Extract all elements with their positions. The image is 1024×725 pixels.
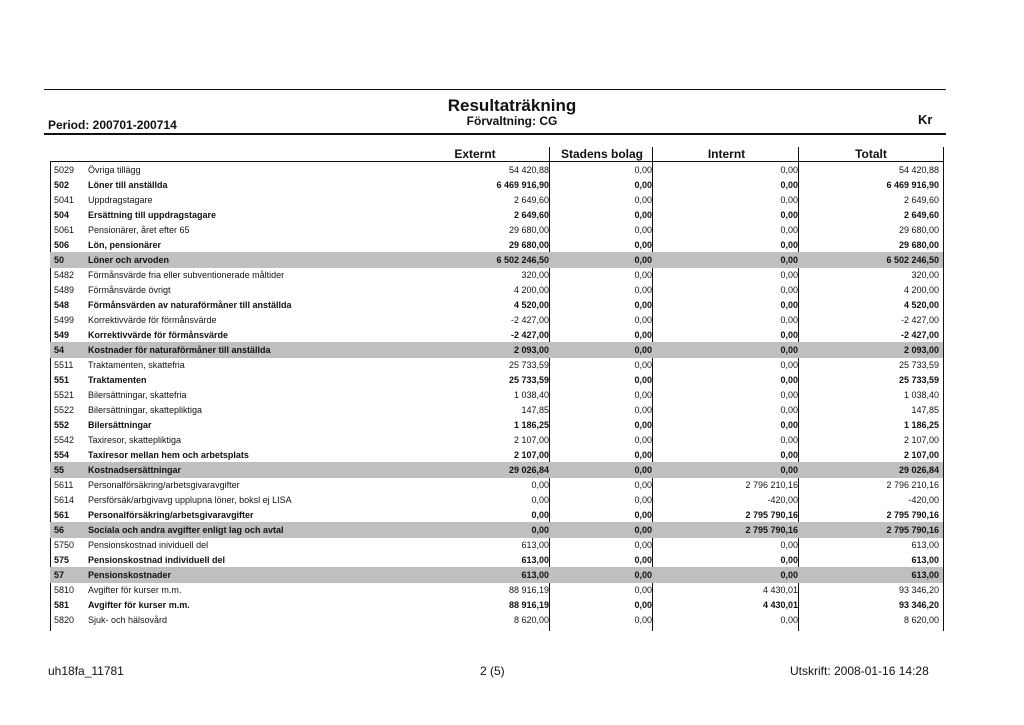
row-description: Pensionskostnader	[88, 570, 172, 580]
page-title: Resultaträkning	[447, 96, 577, 115]
row-code: 5521	[54, 390, 75, 400]
cell-externt: 29 680,00	[508, 240, 549, 250]
row-description: Övriga tillägg	[88, 165, 141, 175]
cell-totalt: 4 200,00	[903, 285, 939, 295]
row-description: Traktamenten	[88, 375, 147, 385]
column-header-externt: Externt	[454, 147, 496, 161]
cell-internt: 0,00	[780, 195, 798, 205]
row-code: 54	[54, 345, 65, 355]
cell-externt: 613,00	[521, 540, 549, 550]
cell-internt: 0,00	[780, 615, 798, 625]
cell-stadens-bolag: 0,00	[634, 555, 652, 565]
cell-internt: 0,00	[780, 225, 798, 235]
cell-stadens-bolag: 0,00	[634, 360, 652, 370]
row-description: Kostnader för naturaförmåner till anställda	[88, 345, 271, 355]
row-description: Förmånsvärde övrigt	[88, 285, 171, 295]
row-code: 502	[54, 180, 70, 190]
cell-externt: 613,00	[521, 570, 549, 580]
row-description: Bilersättningar, skattefria	[88, 390, 187, 400]
row-code: 5061	[54, 225, 75, 235]
cell-internt: 0,00	[780, 360, 798, 370]
table-row	[50, 402, 943, 418]
row-code: 5750	[54, 540, 75, 550]
cell-externt: 29 680,00	[508, 225, 549, 235]
cell-stadens-bolag: 0,00	[634, 285, 652, 295]
table-row	[50, 372, 943, 388]
cell-internt: -420,00	[767, 495, 798, 505]
cell-internt: 2 796 210,16	[745, 480, 798, 490]
table-row	[50, 567, 943, 583]
cell-externt: 2 649,60	[513, 210, 549, 220]
table-row	[50, 552, 943, 568]
row-code: 5489	[54, 285, 75, 295]
cell-internt: 0,00	[780, 570, 798, 580]
row-description: Kostnadsersättningar	[88, 465, 182, 475]
table-row	[50, 162, 943, 178]
print-timestamp: Utskrift: 2008-01-16 14:28	[790, 664, 929, 678]
cell-internt: 0,00	[780, 165, 798, 175]
table-border-right	[943, 147, 944, 631]
cell-totalt: 29 680,00	[898, 240, 939, 250]
cell-totalt: 6 502 246,50	[886, 255, 939, 265]
cell-internt: 0,00	[780, 405, 798, 415]
table-row	[50, 537, 943, 553]
cell-totalt: 54 420,88	[898, 165, 939, 175]
table-row	[50, 222, 943, 238]
table-row	[50, 297, 943, 313]
cell-externt: 6 502 246,50	[496, 255, 549, 265]
row-code: 5482	[54, 270, 75, 280]
row-description: Sociala och andra avgifter enligt lag och avtal	[88, 525, 284, 535]
cell-externt: 8 620,00	[513, 615, 549, 625]
cell-stadens-bolag: 0,00	[634, 615, 652, 625]
row-description: Förmånsvärde fria eller subventionerade måltider	[88, 270, 285, 280]
cell-stadens-bolag: 0,00	[634, 600, 652, 610]
cell-totalt: 93 346,20	[898, 600, 939, 610]
row-description: Pensionskostnad individuell del	[88, 555, 226, 565]
row-code: 552	[54, 420, 70, 430]
cell-internt: 0,00	[780, 420, 798, 430]
cell-totalt: 25 733,59	[898, 360, 939, 370]
cell-totalt: 2 796 210,16	[886, 480, 939, 490]
cell-totalt: 2 795 790,16	[886, 510, 939, 520]
row-code: 5820	[54, 615, 75, 625]
cell-totalt: 8 620,00	[903, 615, 939, 625]
cell-stadens-bolag: 0,00	[634, 585, 652, 595]
table-row	[50, 582, 943, 598]
cell-internt: 4 430,01	[762, 585, 798, 595]
cell-internt: 0,00	[780, 315, 798, 325]
cell-internt: 0,00	[780, 450, 798, 460]
row-description: Pensionskostnad inividuell del	[88, 540, 209, 550]
cell-totalt: -2 427,00	[900, 315, 939, 325]
cell-externt: 4 520,00	[513, 300, 549, 310]
cell-externt: 1 186,25	[513, 420, 549, 430]
table-row	[50, 387, 943, 403]
cell-externt: 6 469 916,90	[496, 180, 549, 190]
table-row	[50, 357, 943, 373]
table-row	[50, 612, 943, 628]
cell-stadens-bolag: 0,00	[634, 435, 652, 445]
cell-stadens-bolag: 0,00	[634, 180, 652, 190]
row-code: 549	[54, 330, 70, 340]
cell-externt: 25 733,59	[508, 360, 549, 370]
cell-stadens-bolag: 0,00	[634, 315, 652, 325]
table-row	[50, 522, 943, 538]
cell-internt: 0,00	[780, 180, 798, 190]
header-rule	[44, 133, 946, 135]
cell-totalt: -2 427,00	[900, 330, 939, 340]
cell-internt: 0,00	[780, 330, 798, 340]
cell-externt: 0,00	[531, 525, 549, 535]
row-code: 5611	[54, 480, 74, 490]
page-number: 2 (5)	[480, 664, 505, 678]
table-row	[50, 462, 943, 478]
row-code: 5499	[54, 315, 75, 325]
row-code: 504	[54, 210, 70, 220]
row-description: Persförsäk/arbgivavg upplupna löner, boksl ej LISA	[88, 495, 292, 505]
table-row	[50, 237, 943, 253]
cell-internt: 0,00	[780, 540, 798, 550]
cell-stadens-bolag: 0,00	[634, 330, 652, 340]
cell-totalt: 320,00	[911, 270, 939, 280]
cell-externt: 320,00	[521, 270, 549, 280]
table-row	[50, 432, 943, 448]
row-code: 5041	[54, 195, 75, 205]
row-code: 5522	[54, 405, 75, 415]
cell-externt: 147,85	[521, 405, 549, 415]
row-code: 5029	[54, 165, 75, 175]
row-code: 581	[54, 600, 70, 610]
cell-externt: 0,00	[531, 495, 549, 505]
cell-stadens-bolag: 0,00	[634, 465, 652, 475]
row-code: 5614	[54, 495, 75, 505]
cell-totalt: 2 649,60	[903, 210, 939, 220]
cell-totalt: -420,00	[908, 495, 939, 505]
table-row	[50, 477, 943, 493]
cell-externt: 2 093,00	[513, 345, 549, 355]
cell-totalt: 6 469 916,90	[886, 180, 939, 190]
row-description: Pensionärer, året efter 65	[88, 225, 190, 235]
cell-totalt: 2 093,00	[903, 345, 939, 355]
row-description: Traktamenten, skattefria	[88, 360, 185, 370]
cell-totalt: 613,00	[911, 570, 939, 580]
report-id: uh18fa_11781	[48, 664, 124, 678]
currency-label: Kr	[918, 112, 933, 127]
cell-internt: 0,00	[780, 555, 798, 565]
row-description: Bilersättningar, skattepliktiga	[88, 405, 203, 415]
cell-totalt: 1 038,40	[903, 390, 939, 400]
row-description: Avgifter för kurser m.m.	[88, 600, 190, 610]
row-code: 551	[54, 375, 70, 385]
cell-internt: 2 795 790,16	[745, 525, 798, 535]
cell-externt: 54 420,88	[508, 165, 549, 175]
cell-stadens-bolag: 0,00	[634, 375, 652, 385]
cell-stadens-bolag: 0,00	[634, 165, 652, 175]
row-description: Taxiresor mellan hem och arbetsplats	[88, 450, 249, 460]
cell-totalt: 2 107,00	[903, 450, 939, 460]
row-description: Personalförsäkring/arbetsgivaravgifter	[88, 510, 254, 520]
cell-totalt: 1 186,25	[903, 420, 939, 430]
cell-stadens-bolag: 0,00	[634, 195, 652, 205]
cell-totalt: 29 680,00	[898, 225, 939, 235]
cell-stadens-bolag: 0,00	[634, 390, 652, 400]
cell-stadens-bolag: 0,00	[634, 450, 652, 460]
cell-internt: 0,00	[780, 390, 798, 400]
cell-totalt: 4 520,00	[903, 300, 939, 310]
table-row	[50, 177, 943, 193]
cell-internt: 0,00	[780, 375, 798, 385]
table-row	[50, 417, 943, 433]
cell-externt: 1 038,40	[513, 390, 549, 400]
table-row	[50, 312, 943, 328]
cell-internt: 4 430,01	[762, 600, 798, 610]
table-row	[50, 507, 943, 523]
row-code: 575	[54, 555, 70, 565]
cell-externt: 29 026,84	[508, 465, 549, 475]
row-code: 50	[54, 255, 65, 265]
row-description: Sjuk- och hälsovård	[88, 615, 168, 625]
cell-stadens-bolag: 0,00	[634, 270, 652, 280]
row-description: Korrektivvärde för förmånsvärde	[88, 330, 229, 340]
cell-internt: 0,00	[780, 255, 798, 265]
cell-totalt: 613,00	[911, 540, 939, 550]
cell-stadens-bolag: 0,00	[634, 420, 652, 430]
cell-stadens-bolag: 0,00	[634, 495, 652, 505]
cell-totalt: 93 346,20	[898, 585, 939, 595]
cell-stadens-bolag: 0,00	[634, 300, 652, 310]
row-description: Personalförsäkring/arbetsgivaravgifter	[88, 480, 240, 490]
table-row	[50, 492, 943, 508]
cell-stadens-bolag: 0,00	[634, 525, 652, 535]
table-row	[50, 597, 943, 613]
row-description: Korrektivvärde för förmånsvärde	[88, 315, 217, 325]
cell-totalt: 613,00	[911, 555, 939, 565]
table-row	[50, 252, 943, 268]
row-code: 506	[54, 240, 70, 250]
cell-totalt: 25 733,59	[898, 375, 939, 385]
table-row	[50, 342, 943, 358]
cell-internt: 0,00	[780, 435, 798, 445]
table-row	[50, 192, 943, 208]
table-row	[50, 267, 943, 283]
cell-stadens-bolag: 0,00	[634, 510, 652, 520]
cell-totalt: 147,85	[911, 405, 939, 415]
column-header-stadens-bolag: Stadens bolag	[560, 147, 643, 161]
table-row	[50, 447, 943, 463]
cell-stadens-bolag: 0,00	[634, 570, 652, 580]
row-code: 5810	[54, 585, 75, 595]
cell-externt: -2 427,00	[510, 330, 549, 340]
row-code: 554	[54, 450, 70, 460]
cell-internt: 0,00	[780, 270, 798, 280]
cell-totalt: 2 795 790,16	[886, 525, 939, 535]
row-code: 5511	[54, 360, 74, 370]
row-description: Bilersättningar	[88, 420, 152, 430]
cell-stadens-bolag: 0,00	[634, 210, 652, 220]
top-rule	[44, 89, 946, 90]
cell-externt: 2 649,60	[513, 195, 549, 205]
row-description: Uppdragstagare	[88, 195, 153, 205]
table-row	[50, 207, 943, 223]
period-label: Period: 200701-200714	[48, 118, 177, 132]
cell-stadens-bolag: 0,00	[634, 225, 652, 235]
row-description: Löner och arvoden	[88, 255, 170, 265]
row-code: 55	[54, 465, 65, 475]
cell-externt: 0,00	[531, 510, 549, 520]
cell-externt: -2 427,00	[510, 315, 549, 325]
cell-externt: 4 200,00	[513, 285, 549, 295]
cell-internt: 0,00	[780, 345, 798, 355]
table-row	[50, 327, 943, 343]
row-description: Ersättning till uppdragstagare	[88, 210, 217, 220]
row-code: 548	[54, 300, 70, 310]
cell-totalt: 29 026,84	[898, 465, 939, 475]
cell-externt: 88 916,19	[508, 585, 549, 595]
cell-totalt: 2 649,60	[903, 195, 939, 205]
cell-stadens-bolag: 0,00	[634, 345, 652, 355]
cell-externt: 88 916,19	[508, 600, 549, 610]
cell-internt: 0,00	[780, 240, 798, 250]
row-description: Förmånsvärden av naturaförmåner till anställda	[88, 300, 292, 310]
column-header-internt: Internt	[707, 147, 746, 161]
row-code: 561	[54, 510, 70, 520]
cell-internt: 0,00	[780, 300, 798, 310]
cell-externt: 613,00	[521, 555, 549, 565]
cell-stadens-bolag: 0,00	[634, 480, 652, 490]
cell-internt: 0,00	[780, 465, 798, 475]
row-code: 57	[54, 570, 65, 580]
cell-internt: 2 795 790,16	[745, 510, 798, 520]
cell-stadens-bolag: 0,00	[634, 540, 652, 550]
cell-internt: 0,00	[780, 210, 798, 220]
cell-stadens-bolag: 0,00	[634, 255, 652, 265]
cell-externt: 0,00	[531, 480, 549, 490]
cell-externt: 2 107,00	[513, 450, 549, 460]
cell-stadens-bolag: 0,00	[634, 405, 652, 415]
row-code: 56	[54, 525, 65, 535]
row-description: Avgifter för kurser m.m.	[88, 585, 182, 595]
cell-externt: 25 733,59	[508, 375, 549, 385]
column-header-totalt: Totalt	[855, 147, 887, 161]
cell-totalt: 2 107,00	[903, 435, 939, 445]
page-subtitle: Förvaltning: CG	[466, 114, 558, 128]
table-row	[50, 282, 943, 298]
row-description: Taxiresor, skattepliktiga	[88, 435, 182, 445]
row-description: Lön, pensionärer	[88, 240, 162, 250]
cell-stadens-bolag: 0,00	[634, 240, 652, 250]
cell-internt: 0,00	[780, 285, 798, 295]
row-description: Löner till anställda	[88, 180, 168, 190]
cell-externt: 2 107,00	[513, 435, 549, 445]
row-code: 5542	[54, 435, 75, 445]
